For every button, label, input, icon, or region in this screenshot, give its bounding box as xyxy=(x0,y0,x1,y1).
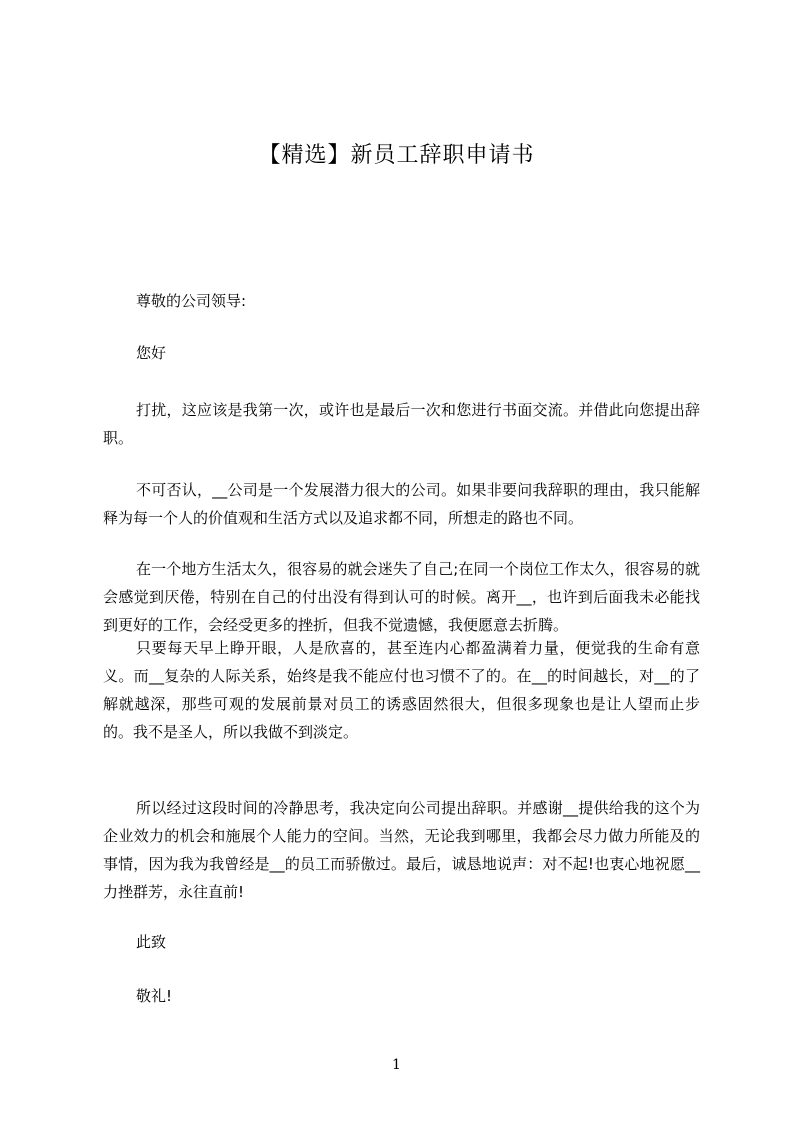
paragraph-1: 打扰，这应该是我第一次，或许也是最后一次和您进行书面交流。并借此向您提出辞职。 xyxy=(103,401,700,447)
salutation: 尊敬的公司领导: xyxy=(136,292,247,310)
greeting: 您好 xyxy=(136,344,167,362)
paragraph-2: 不可否认，__公司是一个发展潜力很大的公司。如果非要问我辞职的理由，我只能解释为每一个人的价值观和生活方式以及追求都不同，所想走的路也不同。 xyxy=(103,481,700,527)
document-title: 【精选】新员工辞职申请书 xyxy=(258,143,535,168)
paragraph-5: 所以经过这段时间的冷静思考，我决定向公司提出辞职。并感谢__提供给我的这个为企业效力的机会和施展个人能力的空间。当然，无论我到哪里，我都会尽力做力所能及的事情，因为我为我曾经是__的员工而骄傲过。最后，诚恳地说声：对不起!也衷心地祝愿__力挫群芳，永往直前! xyxy=(103,799,700,901)
paragraph-3: 在一个地方生活太久，很容易的就会迷失了自己;在同一个岗位工作太久，很容易的就会感觉到厌倦，特别在自己的付出没有得到认可的时候。离开__，也许到后面我未必能找到更好的工作，会经受更多的挫折，但我不觉遗憾，我便愿意去折腾。 xyxy=(103,560,700,634)
closing-salute: 敬礼! xyxy=(136,987,173,1005)
closing-regards: 此致 xyxy=(136,933,167,951)
paragraph-4: 只要每天早上睁开眼，人是欣喜的，甚至连内心都盈满着力量，便觉我的生命有意义。而__复杂的人际关系，始终是我不能应付也习惯不了的。在__的时间越长，对__的了解就越深，那些可观的发展前景对员工的诱惑固然很大，但很多现象也是让人望而止步的。我不是圣人，所以我做不到淡定。 xyxy=(103,639,700,741)
page-number: 1 xyxy=(392,1057,401,1073)
